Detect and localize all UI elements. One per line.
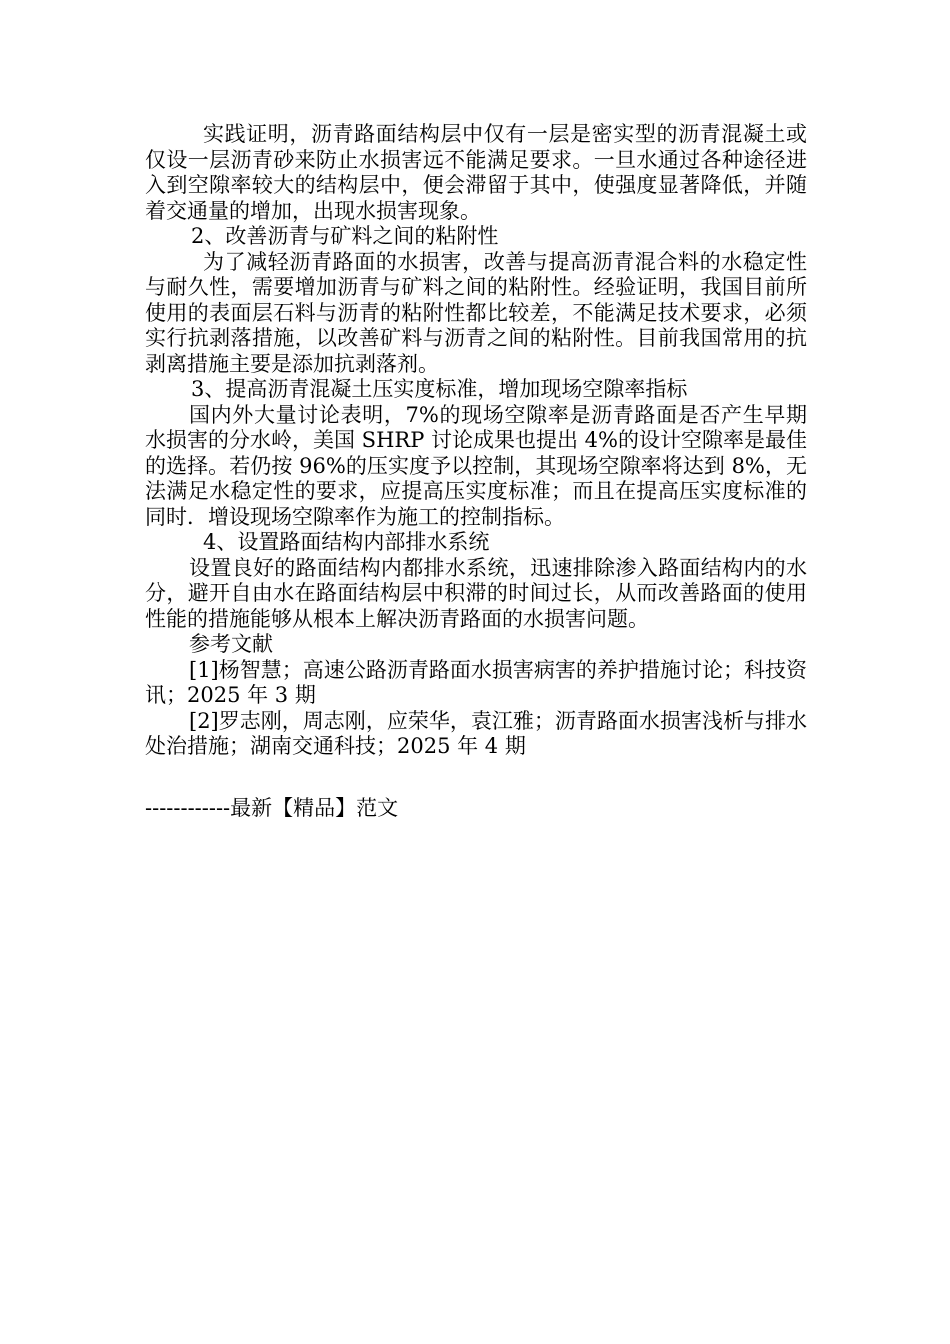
paragraph-practice-proof: 实践证明，沥青路面结构层中仅有一层是密实型的沥青混凝土或仅设一层沥青砂来防止水损害远不能满足要求。一旦水通过各种途径进入到空隙率较大的结构层中，便会滞留于其中，使强度显著降低，并随着交通量的增加，出现水损害现象。 [145,122,807,223]
section-heading-adhesion: 2、改善沥青与矿料之间的粘附性 [191,224,499,248]
paragraph-adhesion: 为了减轻沥青路面的水损害，改善与提高沥青混合料的水稳定性与耐久性，需要增加沥青与矿料之间的粘附性。经验证明，我国目前所使用的表面层石料与沥青的粘附性都比较差，不能满足技术要求，必须实行抗剥落措施，以改善矿料与沥青之间的粘附性。目前我国常用的抗剥离措施主要是添加抗剥落剂。 [145,249,807,376]
references-title: 参考文献 [189,632,273,656]
document-body [145,122,807,760]
reference-item: [1]杨智慧；高速公路沥青路面水损害病害的养护措施讨论；科技资讯；2025 年 3 期 [145,657,807,707]
paragraph-compaction: 国内外大量讨论表明，7%的现场空隙率是沥青路面是否产生早期水损害的分水岭，美国 SHRP 讨论成果也提出 4%的设计空隙率是最佳的选择。若仍按 96%的压实度予以控制，其现场空隙率将达到 8%，无法满足水稳定性的要求，应提高压实度标准；而且在提高压实度标准的同时．增设现场空隙率作为施工的控制指标。 [145,402,807,529]
section-heading-drainage: 4、设置路面结构内部排水系统 [203,530,490,554]
section-heading-compaction: 3、提高沥青混凝土压实度标准，增加现场空隙率指标 [191,377,688,401]
paragraph-drainage: 设置良好的路面结构内都排水系统，迅速排除渗入路面结构内的水分，避开自由水在路面结构层中积滞的时间过长，从而改善路面的使用性能的措施能够从根本上解决沥青路面的水损害问题。 [145,555,807,631]
footer-note: ------------最新【精品】范文 [145,796,399,820]
reference-item: [2]罗志刚，周志刚，应荣华，袁江雅；沥青路面水损害浅析与排水处治措施；湖南交通科技；2025 年 4 期 [145,708,807,758]
